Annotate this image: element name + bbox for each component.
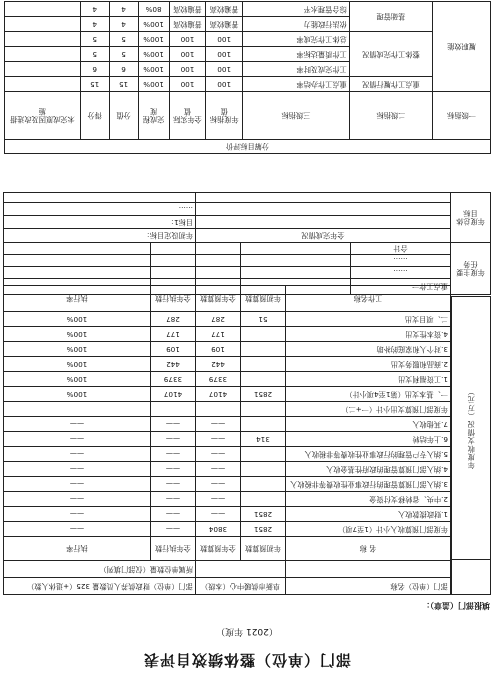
blank-cell bbox=[151, 243, 196, 255]
budget-item-name: 年度部门预算收入小计（1至7项） bbox=[286, 522, 451, 537]
budget-item-name: 1.工资福利支出 bbox=[286, 372, 451, 387]
budget-row bbox=[3, 462, 450, 477]
budget-annual-value: 287 bbox=[195, 312, 240, 327]
budget-executed-value: —— bbox=[150, 432, 195, 447]
blank-cell bbox=[4, 279, 151, 295]
budget-item-name: 5.纳入专户管理的行政事业性收费等非税收入 bbox=[286, 447, 451, 462]
report-year: （2021 年度） bbox=[216, 626, 278, 636]
budget-initial-value: 51 bbox=[241, 312, 286, 327]
blank-cell bbox=[196, 216, 451, 229]
goal-header-row bbox=[4, 229, 491, 243]
budget-item-name: 二、项目支出 bbox=[286, 312, 451, 327]
blank-cell bbox=[151, 267, 196, 279]
completion-rate: 100% bbox=[138, 62, 169, 77]
target-value: 100 bbox=[206, 62, 243, 77]
score-value: 5 bbox=[80, 47, 109, 62]
level3-name: 依法行政能力 bbox=[243, 17, 350, 32]
dept-name-value: 阜新市供暖中心（本级） bbox=[195, 578, 285, 595]
target-value: 普遍较高 bbox=[206, 17, 243, 32]
actual-value: 100 bbox=[169, 62, 206, 77]
completion-rate: 100% bbox=[138, 77, 169, 92]
blank-cell bbox=[286, 561, 451, 578]
budget-item-name: 1.财政拨款收入 bbox=[286, 507, 451, 522]
budget-exec-rate: —— bbox=[3, 417, 150, 432]
reason-text bbox=[5, 62, 81, 77]
subunit-row bbox=[3, 561, 450, 578]
budget-row bbox=[3, 372, 450, 387]
actual-value: 100 bbox=[169, 77, 206, 92]
col-annual-budget-header: 全年预算数 bbox=[195, 537, 240, 561]
completion-rate: 100% bbox=[138, 32, 169, 47]
actual-value-header: 全年实际值 bbox=[169, 92, 206, 140]
blank-cell bbox=[151, 279, 196, 295]
level2-name: 重点工作履行情况 bbox=[349, 77, 432, 92]
weight-value: 6 bbox=[109, 62, 138, 77]
budget-executed-value: —— bbox=[150, 447, 195, 462]
weight-header: 分值 bbox=[109, 92, 138, 140]
budget-row bbox=[3, 507, 450, 522]
score-value: 5 bbox=[80, 32, 109, 47]
weight-value: 15 bbox=[109, 77, 138, 92]
budget-exec-rate: 100% bbox=[3, 327, 150, 342]
actual-value: 100 bbox=[169, 47, 206, 62]
goal-row bbox=[4, 193, 491, 203]
level3-header: 三级指标 bbox=[243, 92, 350, 140]
executed-header: 全年执行数 bbox=[150, 286, 195, 312]
blank-cell bbox=[196, 193, 451, 203]
budget-annual-value: —— bbox=[195, 507, 240, 522]
budget-initial-value bbox=[241, 372, 286, 387]
budget-exec-rate: 100% bbox=[3, 357, 150, 372]
budget-executed-value: 3379 bbox=[150, 372, 195, 387]
budget-annual-value: 3379 bbox=[195, 372, 240, 387]
budget-annual-value: 177 bbox=[195, 327, 240, 342]
indicators-section-label: 分解目标评价 bbox=[5, 140, 491, 154]
reason-header: 未完成原因及改进措施 bbox=[5, 92, 81, 140]
col-name-header: 名 称 bbox=[286, 537, 451, 561]
weight-value: 5 bbox=[109, 32, 138, 47]
budget-exec-rate: 100% bbox=[3, 387, 150, 402]
col-executed-header: 全年执行数 bbox=[150, 537, 195, 561]
plan-goal-label: 年初设定目标： bbox=[4, 229, 196, 243]
budget-annual-value: —— bbox=[195, 417, 240, 432]
task-total-row bbox=[4, 243, 491, 255]
completion-rate: 100% bbox=[138, 47, 169, 62]
budget-annual-value: —— bbox=[195, 477, 240, 492]
budget-initial-value: 2851 bbox=[241, 507, 286, 522]
reason-text bbox=[5, 47, 81, 62]
reason-text bbox=[5, 2, 81, 17]
target-value: 100 bbox=[206, 32, 243, 47]
budget-item-name: 2.商品和服务支出 bbox=[286, 357, 451, 372]
level3-name: 综合管理水平 bbox=[243, 2, 350, 17]
budget-exec-rate: 100% bbox=[3, 312, 150, 327]
dept-name-label: 部门（单位）名称 bbox=[286, 578, 451, 595]
budget-side-label: 年度收支情况（万元） bbox=[452, 297, 491, 560]
budget-row bbox=[3, 342, 450, 357]
budget-annual-value: —— bbox=[195, 447, 240, 462]
budget-executed-value: —— bbox=[150, 417, 195, 432]
budget-initial-value: 314 bbox=[241, 432, 286, 447]
target-value-header: 年度指标值 bbox=[206, 92, 243, 140]
budget-item-name: 年度部门预算支出小计（一+二） bbox=[286, 402, 451, 417]
blank-cell bbox=[241, 279, 351, 295]
task-total-label: 合计 bbox=[351, 243, 451, 255]
budget-exec-rate: —— bbox=[3, 447, 150, 462]
score-value: 6 bbox=[80, 62, 109, 77]
budget-annual-value: —— bbox=[195, 462, 240, 477]
budget-row bbox=[3, 432, 450, 447]
level3-name: 总体工作完成率 bbox=[243, 32, 350, 47]
score-value: 15 bbox=[80, 77, 109, 92]
indicators-table bbox=[4, 1, 491, 154]
blank-cell bbox=[195, 561, 285, 578]
budget-item-name: 一、基本支出（第1至4项小计） bbox=[286, 387, 451, 402]
budget-initial-value bbox=[241, 477, 286, 492]
budget-executed-value: 4107 bbox=[150, 387, 195, 402]
budget-item-name: 2.中央、省转移支付资金 bbox=[286, 492, 451, 507]
actual-value: 普遍较高 bbox=[169, 2, 206, 17]
indicators-section-row bbox=[5, 140, 491, 154]
goal-row bbox=[4, 203, 491, 216]
budget-exec-rate: —— bbox=[3, 462, 150, 477]
task-row bbox=[4, 267, 491, 279]
budget-exec-rate: —— bbox=[3, 507, 150, 522]
score-value: 4 bbox=[80, 2, 109, 17]
exec-rate-header: 执行率 bbox=[3, 286, 150, 312]
budget-annual-value: —— bbox=[195, 492, 240, 507]
budget-initial-value: 2851 bbox=[241, 387, 286, 402]
level2-header: 二级指标 bbox=[349, 92, 432, 140]
budget-initial-value bbox=[241, 462, 286, 477]
budget-row bbox=[3, 522, 450, 537]
budget-initial-value bbox=[241, 357, 286, 372]
budget-row bbox=[3, 387, 450, 402]
blank-cell bbox=[4, 267, 151, 279]
budget-item-name: 4.资本性支出 bbox=[286, 327, 451, 342]
budget-exec-rate: 100% bbox=[3, 372, 150, 387]
budget-exec-rate: —— bbox=[3, 477, 150, 492]
reason-text bbox=[5, 77, 81, 92]
budget-annual-value: 3804 bbox=[195, 522, 240, 537]
page-title: 部门（单位）整体绩效自评表 bbox=[143, 651, 352, 669]
budget-executed-value bbox=[150, 402, 195, 417]
weight-value: 5 bbox=[109, 47, 138, 62]
indicator-row bbox=[5, 17, 491, 32]
work-name-header: 工作名称 bbox=[286, 286, 451, 312]
budget-annual-value: —— bbox=[195, 432, 240, 447]
level1-group-label: 履职效能 bbox=[433, 2, 491, 92]
indicator-row bbox=[5, 77, 491, 92]
budget-exec-rate: —— bbox=[3, 522, 150, 537]
blank-cell bbox=[241, 267, 351, 279]
budget-row bbox=[3, 357, 450, 372]
budget-exec-rate bbox=[3, 402, 150, 417]
blank-cell bbox=[452, 560, 491, 595]
budget-executed-value: 442 bbox=[150, 357, 195, 372]
blank-cell bbox=[196, 267, 241, 279]
budget-row bbox=[3, 492, 450, 507]
budget-executed-value: —— bbox=[150, 462, 195, 477]
actual-value: 100 bbox=[169, 32, 206, 47]
blank-cell bbox=[241, 243, 351, 255]
goal-row bbox=[4, 216, 491, 229]
budget-executed-value: —— bbox=[150, 492, 195, 507]
indicators-header-row bbox=[5, 92, 491, 140]
weight-value: 4 bbox=[109, 17, 138, 32]
budget-row bbox=[3, 402, 450, 417]
budget-header-row bbox=[3, 537, 450, 561]
blank-cell bbox=[196, 279, 241, 295]
level2-name: 基础管理 bbox=[349, 2, 432, 32]
level2-name: 整体工作完成情况 bbox=[349, 32, 432, 77]
budget-side-label-table bbox=[451, 296, 491, 595]
budget-initial-value bbox=[241, 492, 286, 507]
blank-cell bbox=[4, 193, 196, 203]
budget-row bbox=[3, 327, 450, 342]
budget-item-name: 3.纳入部门预算管理的行政事业性收费等非税收入 bbox=[286, 477, 451, 492]
budget-initial-value bbox=[241, 447, 286, 462]
blank-cell bbox=[196, 255, 241, 267]
task-row bbox=[4, 279, 491, 295]
budget-row bbox=[3, 447, 450, 462]
budget-executed-value: —— bbox=[150, 507, 195, 522]
budget-annual-value: 442 bbox=[195, 357, 240, 372]
blank-cell bbox=[196, 243, 241, 255]
budget-executed-value: 287 bbox=[150, 312, 195, 327]
blank-cell bbox=[4, 243, 151, 255]
budget-initial-value bbox=[241, 327, 286, 342]
score-header: 得分 bbox=[80, 92, 109, 140]
budget-executed-value: 177 bbox=[150, 327, 195, 342]
budget-item-name: 3.对个人和家庭的补助 bbox=[286, 342, 451, 357]
level3-name: 重点工作办结率 bbox=[243, 77, 350, 92]
col-initial-budget-header: 年初预算数 bbox=[241, 537, 286, 561]
blank-cell bbox=[241, 255, 351, 267]
level3-name: 工作完成及时率 bbox=[243, 62, 350, 77]
budget-initial-value bbox=[241, 402, 286, 417]
budget-initial-value: 2851 bbox=[241, 522, 286, 537]
dept-info-row bbox=[3, 578, 450, 595]
tasks-side-label: 年度主要任务 bbox=[451, 243, 491, 295]
budget-item-name: 7.其他收入 bbox=[286, 417, 451, 432]
budget-row bbox=[3, 312, 450, 327]
blank-cell bbox=[4, 255, 151, 267]
actual-value: 普遍较高 bbox=[169, 17, 206, 32]
budget-executed-value: —— bbox=[150, 522, 195, 537]
initial-budget-header: 年初预算数 bbox=[241, 286, 286, 312]
task-row bbox=[4, 255, 491, 267]
budget-annual-value: 109 bbox=[195, 342, 240, 357]
score-value: 4 bbox=[80, 17, 109, 32]
budget-table bbox=[3, 285, 451, 595]
goal-item: …… bbox=[4, 203, 196, 216]
reason-text bbox=[5, 17, 81, 32]
completion-header: 完成程度 bbox=[138, 92, 169, 140]
completion-rate: 80% bbox=[138, 2, 169, 17]
completion-rate: 100% bbox=[138, 17, 169, 32]
target-value: 100 bbox=[206, 77, 243, 92]
filler-label: 填报部门（盖章）： bbox=[422, 601, 490, 610]
task-name: …… bbox=[351, 267, 451, 279]
budget-item-name: 4.纳入部门预算管理的政府性基金收入 bbox=[286, 462, 451, 477]
task-name: 重点工作一 bbox=[351, 279, 451, 295]
blank-cell bbox=[196, 203, 451, 216]
budget-annual-value: 4107 bbox=[195, 387, 240, 402]
blank-cell bbox=[151, 255, 196, 267]
weight-value: 4 bbox=[109, 2, 138, 17]
level1-header: 一级指标 bbox=[433, 92, 491, 140]
task-name: …… bbox=[351, 255, 451, 267]
budget-item-name: 6.上年结转 bbox=[286, 432, 451, 447]
budget-executed-value: —— bbox=[150, 477, 195, 492]
goals-side-label: 年度总体目标 bbox=[451, 193, 491, 243]
budget-row bbox=[3, 477, 450, 492]
annual-budget-header: 全年预算数 bbox=[195, 286, 240, 312]
reason-text bbox=[5, 32, 81, 47]
target-value: 100 bbox=[206, 47, 243, 62]
budget-exec-rate: —— bbox=[3, 432, 150, 447]
budget-exec-rate: 100% bbox=[3, 342, 150, 357]
budget-executed-value: 109 bbox=[150, 342, 195, 357]
level3-name: 工作质量达标率 bbox=[243, 47, 350, 62]
budget-initial-value bbox=[241, 417, 286, 432]
subunit-count-label: 所属单位数量（仅部门填列） bbox=[3, 561, 195, 578]
budget-exec-rate: —— bbox=[3, 492, 150, 507]
budget-initial-value bbox=[241, 342, 286, 357]
staff-count-text: 部门（单位）财政供养人员数量 325（+退休人数） bbox=[3, 578, 195, 595]
actual-completion-label: 全年完成情况 bbox=[196, 229, 451, 243]
goal-item: 目标1： bbox=[4, 216, 196, 229]
col-exec-rate-header: 执行率 bbox=[3, 537, 150, 561]
target-value: 普遍较高 bbox=[206, 2, 243, 17]
budget-annual-value bbox=[195, 402, 240, 417]
indicator-row bbox=[5, 62, 491, 77]
tasks-goals-table bbox=[3, 192, 491, 295]
budget-row bbox=[3, 417, 450, 432]
